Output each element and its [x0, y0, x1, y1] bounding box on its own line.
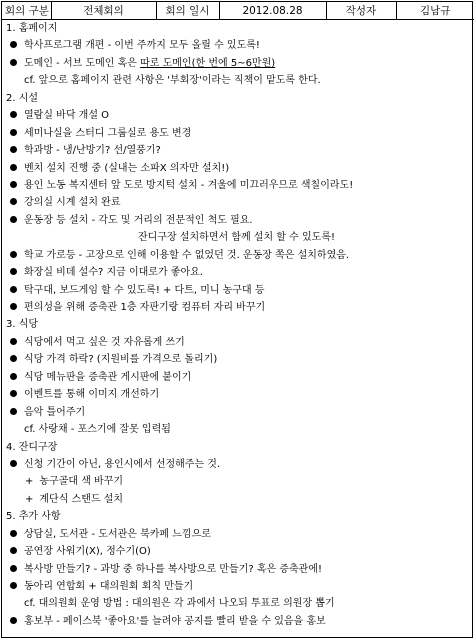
bullet-icon: [10, 268, 17, 275]
meeting-type-value: 전체회의: [51, 2, 156, 20]
sub-list-item: + 농구골대 색 바꾸기: [25, 476, 124, 488]
list-item: 운동장 등 설치 - 각도 및 거리의 전문적인 척도 필요.: [5, 212, 468, 229]
list-item: 도메인 - 서브 도메인 혹은 따로 도메인(한 번에 5~6만원): [5, 55, 468, 72]
list-item: 학사프로그램 개편 - 이번 주까지 모두 올릴 수 있도록!: [5, 37, 468, 54]
bullet-icon: [10, 111, 17, 118]
bullet-icon: [10, 373, 17, 380]
list-item: 식당 가격 하락? (지원비를 가격으로 돌리기): [5, 351, 468, 368]
list-item: 상담실, 도서관 - 도서관은 북카페 느낌으로: [5, 526, 468, 543]
bullet-icon: [10, 530, 17, 537]
list-item-continuation: 잔디구장 설치하면서 함께 설치 할 수 있도록!: [138, 232, 335, 244]
list-item: 벤치 설치 진행 중 (실내는 소파X 의자만 설치!): [5, 160, 468, 177]
plus-icon: +: [25, 476, 34, 488]
list-item: 이벤트를 통해 이미지 개선하기: [5, 386, 468, 403]
bullet-icon: [10, 338, 17, 345]
list-item: 동아리 연합회 + 대의원회 회칙 만들기: [5, 578, 468, 595]
list-item: 탁구대, 보드게임 할 수 있도록! + 다트, 미니 농구대 등: [5, 282, 468, 299]
bullet-icon: [10, 460, 17, 467]
author-label: 작성자: [326, 2, 396, 20]
section-title-cafeteria: 3. 식당: [6, 319, 39, 331]
note-line: cf. 앞으로 홈페이지 관련 사항은 '부회장'이라는 직책이 맡도록 한다.: [24, 75, 321, 87]
bullet-icon: [10, 547, 17, 554]
list-item: 강의실 시계 설치 완료: [5, 194, 468, 211]
minutes-body: [2, 20, 472, 630]
meeting-date-label: 회의 일시: [156, 2, 219, 20]
list-item: 공연장 사워기(X), 정수기(O): [5, 543, 468, 560]
list-item: 화장실 비데 설수? 지금 이대로가 좋아요.: [5, 264, 468, 281]
list-item: 열람실 바닥 개설 O: [5, 107, 468, 124]
bullet-icon: [10, 129, 17, 136]
bullet-icon: [10, 59, 17, 66]
bullet-icon: [10, 41, 17, 48]
sub-list-item: + 계단식 스탠드 설치: [25, 493, 124, 505]
list-item: 복사방 만들기? - 과방 중 하나를 복사방으로 만들기? 혹은 증축관에!: [5, 561, 468, 578]
list-item: 신청 기간이 아닌, 용인시에서 선정해주는 것.: [5, 456, 468, 473]
list-item: 식당에서 먹고 싶은 것 자유롭게 쓰기: [5, 334, 468, 351]
bullet-icon: [10, 408, 17, 415]
section-title-facilities: 2. 시설: [6, 92, 39, 104]
list-item: 세미나실을 스터디 그룹실로 용도 변경: [5, 125, 468, 142]
list-item: 편의성을 위해 증축관 1층 자판기랑 컴퓨터 자리 바꾸기: [5, 299, 468, 316]
author-value: 김남규: [396, 2, 474, 20]
list-item: 식당 메뉴판을 증축관 게시판에 붙이기: [5, 369, 468, 386]
list-item: 용인 노동 복지센터 앞 도로 방지턱 설치 - 겨울에 미끄러우므로 색칠이라도!: [5, 177, 468, 194]
section-title-grass-field: 4. 잔디구장: [6, 441, 58, 453]
meeting-info-table: [2, 2, 474, 20]
section-title-homepage: 1. 홈페이지: [6, 23, 58, 34]
underlined-text: 따로 도메인(한 번에 5~6만원): [140, 57, 276, 69]
list-item: 학교 가로등 - 고장으로 인해 이용할 수 없었던 것. 운동장 쪽은 설치하였음.: [5, 247, 468, 264]
note-line: cf. 사랑채 - 포스기에 잘못 입력됨: [24, 424, 171, 436]
bullet-icon: [10, 565, 17, 572]
bullet-icon: [10, 303, 17, 310]
meeting-date-value: 2012.08.28: [219, 2, 326, 20]
note-line: cf. 대의원회 운영 방법 : 대의원은 각 과에서 나오되 투표로 의원장 뽑기: [24, 598, 335, 610]
bullet-icon: [10, 286, 17, 293]
bullet-icon: [10, 251, 17, 258]
meeting-minutes-document: [1, 1, 473, 638]
bullet-icon: [10, 146, 17, 153]
bullet-icon: [10, 355, 17, 362]
list-item: 홍보부 - 페이스북 '좋아요'를 늘려야 공지를 빨리 받을 수 있음을 홍보: [5, 613, 468, 630]
section-title-additional: 5. 추가 사항: [6, 511, 61, 523]
bullet-icon: [10, 617, 17, 624]
bullet-icon: [10, 181, 17, 188]
bullet-icon: [10, 216, 17, 223]
bullet-icon: [10, 390, 17, 397]
plus-icon: +: [25, 493, 34, 505]
bullet-icon: [10, 198, 17, 205]
bullet-icon: [10, 582, 17, 589]
meeting-type-label: 회의 구분: [2, 2, 51, 20]
list-item: 학과방 - 냉/난방기? 선/열풍기?: [5, 142, 468, 159]
bullet-icon: [10, 164, 17, 171]
list-item: 음악 틀어주기: [5, 404, 468, 421]
